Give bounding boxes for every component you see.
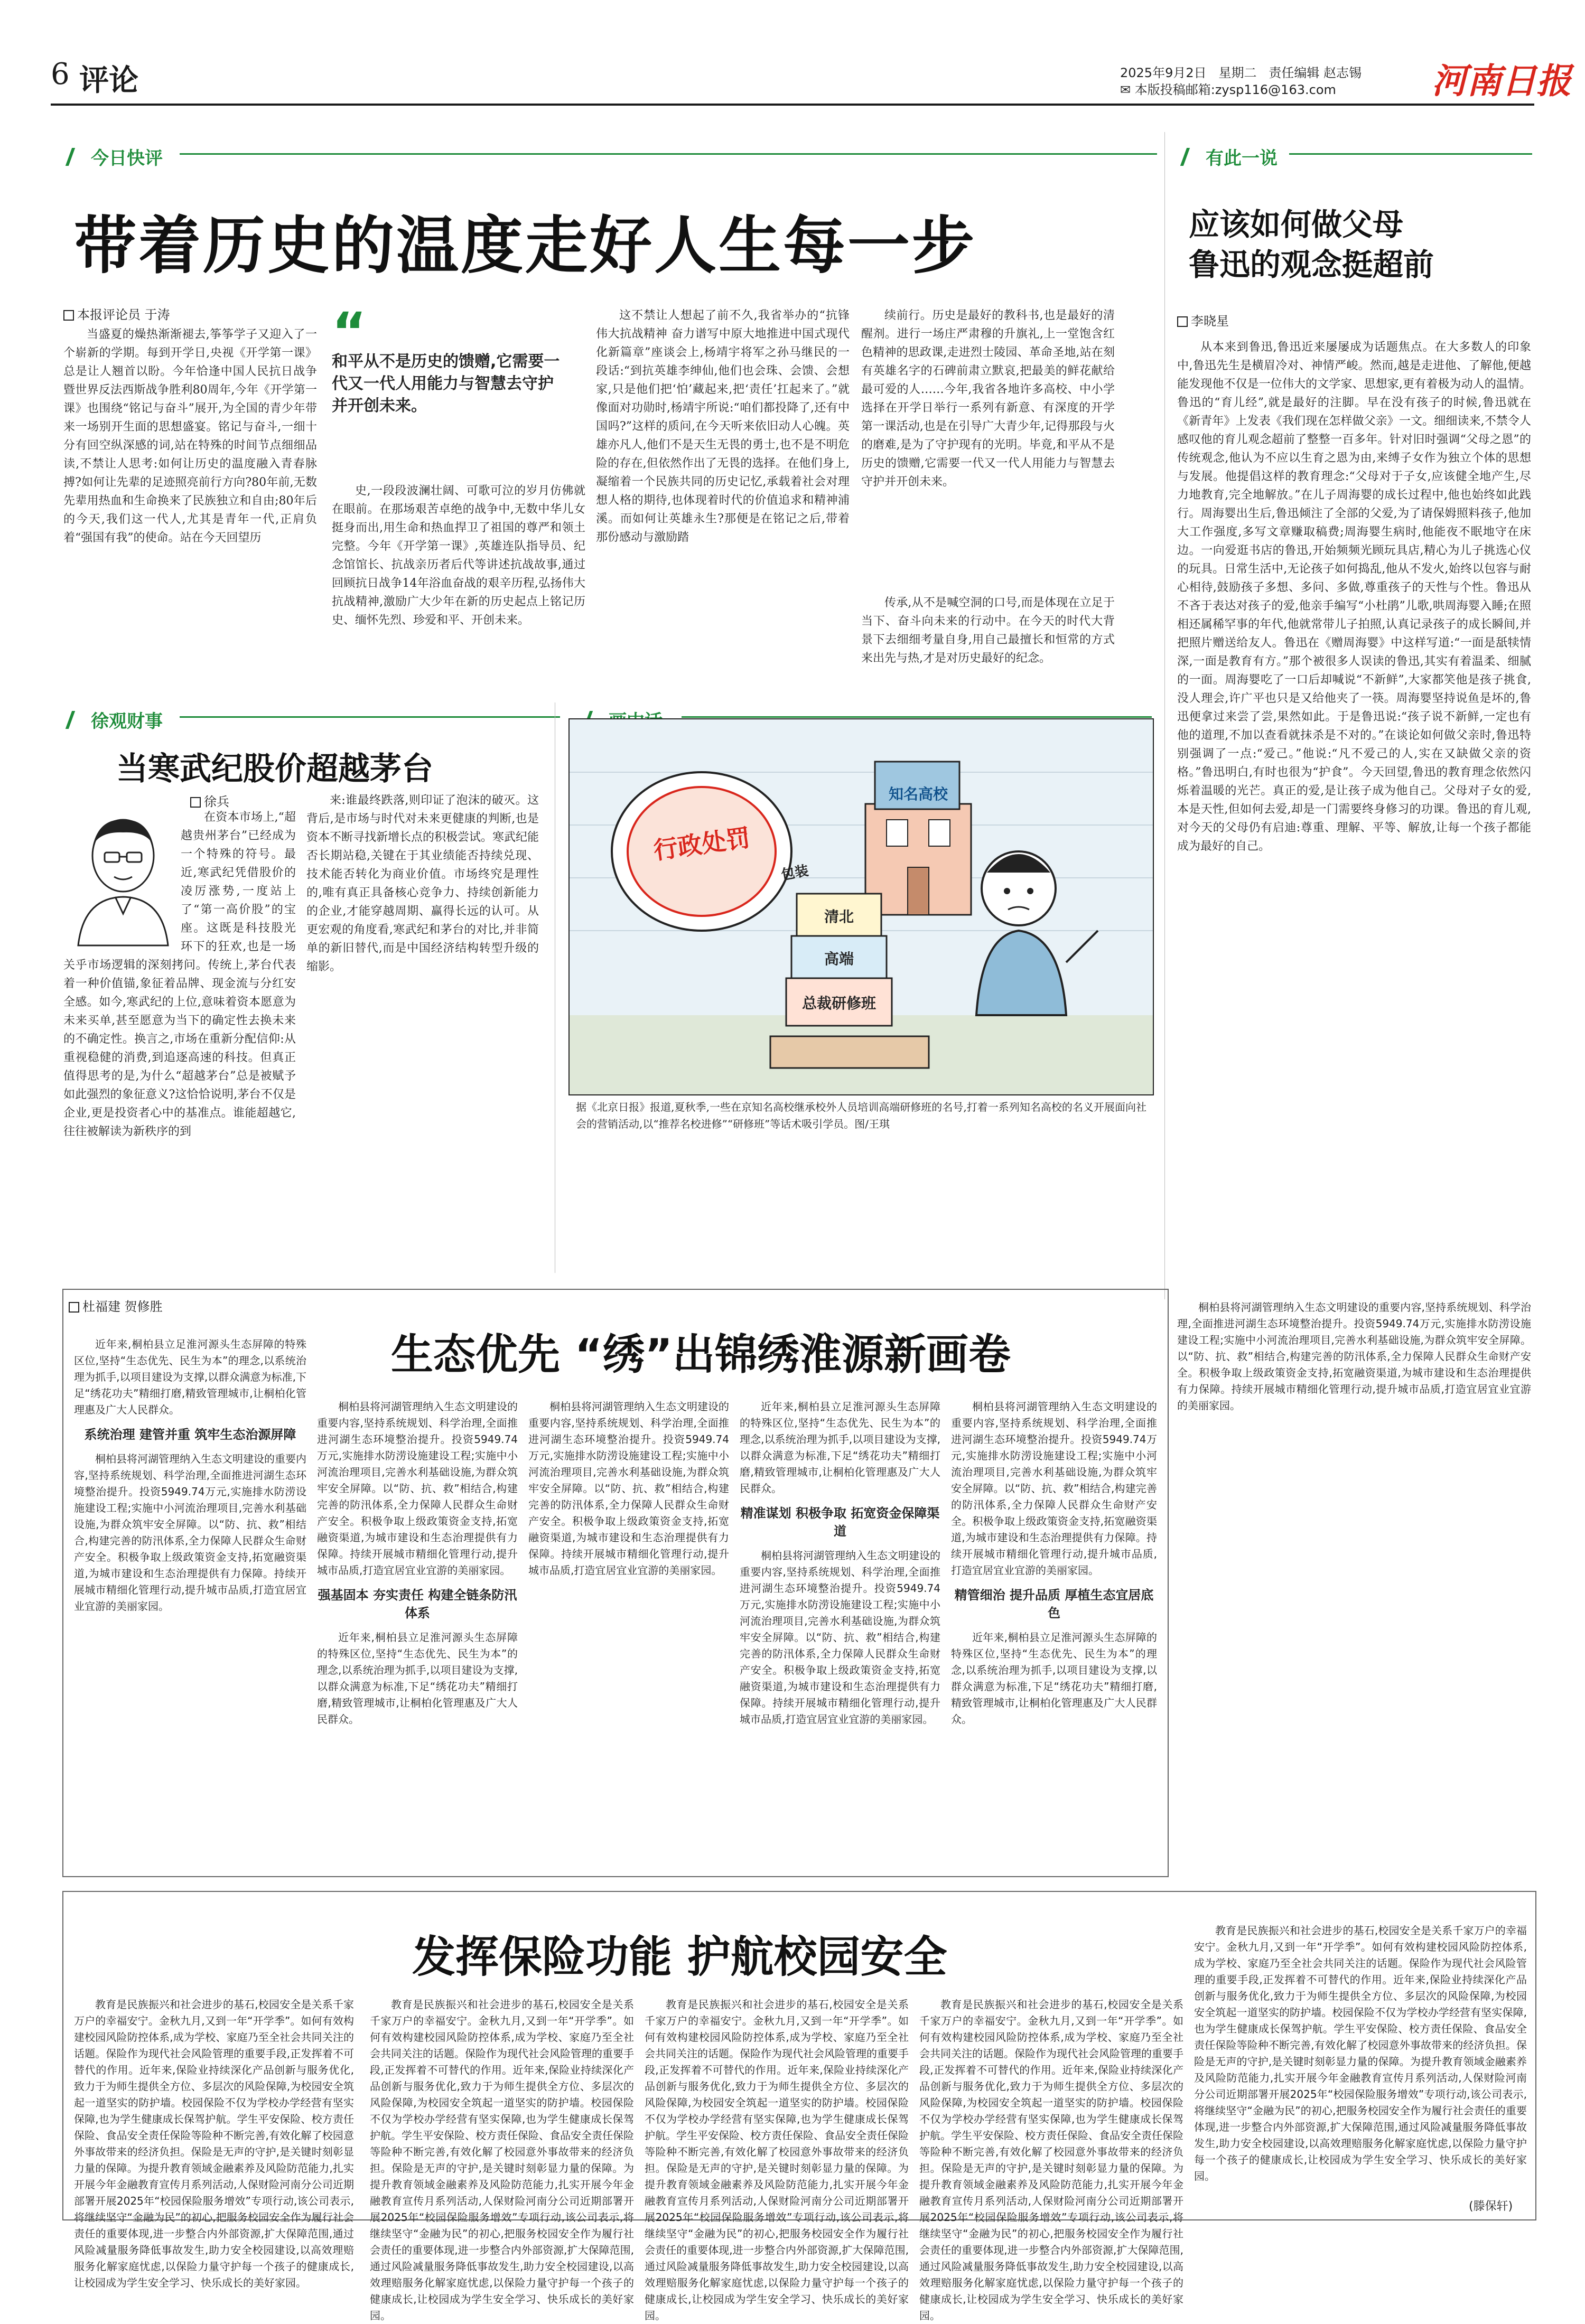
school-col-3: 教育是民族振兴和社会进步的基石,校园安全是关系千家万户的幸福安宁。金秋九月,又到一年“开学季”。如何有效构建校园风险防控体系,成为学校、家庭乃至全社会共同关注的话题。保险作为现代社会风险管理的重要手段,正发挥着不可替代的作用。近年来,保险业持续深化产品创新与服务优化,致力于为师生提供全方位、多层次的风险保障,为校园安全筑起一道坚实的防护墙。校园保险不仅为学校办学经营有坚实保障,也为学生健康成长保驾护航。学生平安保险、校方责任保险、食品安全责任保险等险种不断完善,有效化解了校园意外事故带来的经济负担。保险是无声的守护,是关键时刻彰显力量的保障。为提升教育领域金融素养及风险防范能力,扎实开展今年金融教育宣传月系列活动,人保财险河南分公司近期部署开展2025年“校园保险服务增效”专项行动,该公司表示,将继续坚守“金融为民”的初心,把服务校园安全作为履行社会责任的重要体现,进一步整合内外部资源,扩大保障范围,通过风险减量服务降低事故发生,助力安全校园建设,以高效理赔服务化解家庭忧虑,以保险力量守护每一个孩子的健康成长,让校园成为学生安全学习、快乐成长的美好家园。 (645, 1998, 909, 2322)
stock-tag-rule (180, 716, 560, 718)
cartoon-label-penalty: 行政处罚 (651, 823, 752, 865)
submission-email[interactable]: 本版投稿邮箱:zysp116@163.com (1134, 82, 1336, 97)
cartoon-label-highend: 高端 (824, 950, 854, 968)
stock-article-tag: 徐观财事 (69, 707, 163, 733)
side-tag-rule (1289, 153, 1532, 155)
responsible-editor: 责任编辑 赵志锡 (1269, 65, 1362, 80)
pull-quote (332, 301, 564, 446)
mail-icon: ✉ (1120, 82, 1131, 97)
main-article-byline: 本报评论员 于涛 (63, 304, 170, 323)
tag-slash-icon (66, 711, 89, 729)
quote-mark-icon: “ (332, 301, 367, 363)
column-divider (1164, 132, 1165, 1299)
tag-slash-icon (66, 148, 89, 166)
cartoon-label-qingbei: 清北 (824, 908, 854, 925)
ecology-col-4: 近年来,桐柏县立足淮河源头生态屏障的特殊区位,坚持“生态优先、民生为本”的理念,以系统治理为抓手,以项目建设为支撑,以群众满意为标准,下足“绣花功夫”精细打磨,精致管理城市,让桐柏化管理惠及广大人民群众。 精准谋划 积极争取 拓宽资金保障渠道 桐柏县将河湖管理纳入生态文明建设的重要内容,坚持系统规划、科学治理,全面推进河湖生态环境整治提升。投资5949.74万元,实施排水防涝设施建设工程;实施中小河流治理项目,完善水利基础设施,为群众筑牢安全屏障。以“防、抗、救”相结合,构建完善的防汛体系,全力保障人民群众生命财产安全。积极争取上级政策资金支持,拓宽融资渠道,为城市建设和生态治理提供有力保障。持续开展城市精细化管理行动,提升城市品质,打造宜居宜业宜游的美丽家园。 (740, 1400, 940, 1726)
cartoon-caption: 据《北京日报》报道,夏秋季,一些在京知名高校继承校外人员培训高端研修班的名号,打着一系列知名高校的名义开展面向社会的营销活动,以“推荐名校进修”“研修班”等话术吸引学员。图/王琪 (576, 1101, 1146, 1130)
issue-date: 2025年9月2日 (1120, 65, 1207, 80)
main-col-4: 续前行。历史是最好的教科书,也是最好的清醒剂。进行一场庄严肃穆的升旗礼,上一堂饱含红色精神的思政课,走进烈士陵园、革命圣地,站在刻有英雄名字的石碑前肃立默哀,把最美的鲜花献给最可爱的人……今年,我省各地许多高校、中小学选择在开学日举行一系列有新意、有深度的开学第一课活动,也是在引导广大青少年,记得那段与火的磨难,是为了守护现有的光明。毕竟,和平从不是历史的馈赠,它需要一代又一代人用能力与智慧去守护并开创未来。 (861, 309, 1115, 489)
side-title-line-2: 鲁迅的观念挺超前 (1189, 247, 1434, 283)
cartoon-tag-rule (682, 716, 1152, 718)
main-col-1: 当盛夏的燥热渐渐褪去,筝筝学子又迎入了一个崭新的学期。每到开学日,央视《开学第一课》总是让人翘首以盼。今年恰逢中国人民抗日战争暨世界反法西斯战争胜利80周年,今年《开学第一课》也围绕“铭记与奋斗”展开,为全国的青少年带来一场别开生面的思想盛宴。铭记与奋斗,一细十分有回空纵深感的词,站在特殊的时间节点细细品读,不禁让人思考:如何让历史的温度融入青春脉搏?如何让先辈的足迹照亮前行方向?80年前,无数先辈用热血和生命换来了民族独立和自由;80年后的今天,我们这一代人,尤其是青年一代,正肩负着“强国有我”的使命。站在今天回望历 (63, 328, 317, 545)
tag-slash-icon (1180, 148, 1204, 166)
section-name: 评论 (79, 63, 138, 98)
byline-square-icon (1177, 316, 1188, 327)
cartoon-frame (568, 718, 1154, 1095)
cartoon-label-package: 包装 (780, 863, 810, 884)
school-title: 发挥保险功能 护航校园安全 (412, 1932, 947, 1982)
issue-weekday: 星期二 (1218, 65, 1257, 80)
header-date-line (1120, 62, 1362, 81)
header-email-line (1120, 79, 1336, 98)
ecology-col-1: 近年来,桐柏县立足淮河源头生态屏障的特殊区位,坚持“生态优先、民生为本”的理念,以系统治理为抓手,以项目建设为支撑,以群众满意为标准,下足“绣花功夫”精细打磨,精致管理城市,让桐柏化管理惠及广大人民群众。 系统治理 建管并重 筑牢生态治源屏障 桐柏县将河湖管理纳入生态文明建设的重要内容,坚持系统规划、科学治理,全面推进河湖生态环境整治提升。投资5949.74万元,实施排水防涝设施建设工程;实施中小河流治理项目,完善水利基础设施,为群众筑牢安全屏障。以“防、抗、救”相结合,构建完善的防汛体系,全力保障人民群众生命财产安全。积极争取上级政策资金支持,拓宽融资渠道,为城市建设和生态治理提供有力保障。持续开展城市精细化管理行动,提升城市品质,打造宜居宜业宜游的美丽家园。 (74, 1338, 306, 1613)
ecology-byline: 杜福建 贺修胜 (69, 1296, 163, 1315)
school-end-byline: (滕保轩) (1469, 2200, 1513, 2213)
ecology-title: 生态优先 “绣”出锦绣淮源新画卷 (391, 1330, 1011, 1379)
cartoon-label-ceo-class: 总裁研修班 (801, 995, 876, 1012)
ecology-col-3: 桐柏县将河湖管理纳入生态文明建设的重要内容,坚持系统规划、科学治理,全面推进河湖生态环境整治提升。投资5949.74万元,实施排水防涝设施建设工程;实施中小河流治理项目,完善水利基础设施,为群众筑牢安全屏障。以“防、抗、救”相结合,构建完善的防汛体系,全力保障人民群众生命财产安全。积极争取上级政策资金支持,拓宽融资渠道,为城市建设和生态治理提供有力保障。持续开展城市精细化管理行动,提升城市品质,打造宜居宜业宜游的美丽家园。 (528, 1400, 729, 1577)
stock-article-byline: 徐兵 (190, 791, 229, 810)
stock-article-title: 当寒武纪股价超越茅台 (116, 751, 433, 788)
main-col-3: 这不禁让人想起了前不久,我省举办的“抗锋伟大抗战精神 奋力谱写中原大地推进中国式现代化新篇章”座谈会上,杨靖宇将军之孙马继民的一段话:“到抗英雄李绅仙,他们也会珠、会馈、会想家,只是他们把‘怕’藏起来,把‘责任’扛起来了。”就像面对功勋时,杨靖宇所说:“咱们都投降了,还有中国吗?”这样的质问,在今天听来依旧动人心魄。英雄亦凡人,他们不是天生无畏的勇士,也不是不明危险的存在,但依然作出了无畏的选择。在他们身上,凝缩着一个民族共同的历史记忆,承载着社会对理想人格的期待,也体现着时代的价值追求和精神浦溪。而如何让英雄永生?那便是在铭记之后,带着那份感动与激励踏 (596, 309, 850, 544)
main-col-2: 史,一段段波澜壮阔、可歌可泣的岁月仿佛就在眼前。在那场艰苦卓绝的战争中,无数中华儿女挺身而出,用生命和热血捍卫了祖国的尊严和领土完整。今年《开学第一课》,英雄连队指导员、纪念馆馆长、抗战亲历者后代等讲述抗战故事,通过回顾抗日战争14年浴血奋战的艰辛历程,弘扬伟大抗战精神,激励广大少年在新的历史起点上铭记历史、缅怀先烈、珍爱和平、开创未来。 (332, 484, 585, 627)
ecology-col-6: 桐柏县将河湖管理纳入生态文明建设的重要内容,坚持系统规划、科学治理,全面推进河湖生态环境整治提升。投资5949.74万元,实施排水防涝设施建设工程;实施中小河流治理项目,完善水利基础设施,为群众筑牢安全屏障。以“防、抗、救”相结合,构建完善的防汛体系,全力保障人民群众生命财产安全。积极争取上级政策资金支持,拓宽融资渠道,为城市建设和生态治理提供有力保障。持续开展城市精细化管理行动,提升城市品质,打造宜居宜业宜游的美丽家园。 (1177, 1301, 1531, 1412)
school-col-1: 教育是民族振兴和社会进步的基石,校园安全是关系千家万户的幸福安宁。金秋九月,又到一年“开学季”。如何有效构建校园风险防控体系,成为学校、家庭乃至全社会共同关注的话题。保险作为现代社会风险管理的重要手段,正发挥着不可替代的作用。近年来,保险业持续深化产品创新与服务优化,致力于为师生提供全方位、多层次的风险保障,为校园安全筑起一道坚实的防护墙。校园保险不仅为学校办学经营有坚实保障,也为学生健康成长保驾护航。学生平安保险、校方责任保险、食品安全责任保险等险种不断完善,有效化解了校园意外事故带来的经济负担。保险是无声的守护,是关键时刻彰显力量的保障。为提升教育领域金融素养及风险防范能力,扎实开展今年金融教育宣传月系列活动,人保财险河南分公司近期部署开展2025年“校园保险服务增效”专项行动,该公司表示,将继续坚守“金融为民”的初心,把服务校园安全作为履行社会责任的重要体现,进一步整合内外部资源,扩大保障范围,通过风险减量服务降低事故发生,助力安全校园建设,以高效理赔服务化解家庭忧虑,以保险力量守护每一个孩子的健康成长,让校园成为学生安全学习、快乐成长的美好家园。 (74, 1998, 354, 2289)
ecology-subhead-2: 强基固本 夯实责任 构建全链条防汛体系 (318, 1588, 517, 1620)
main-article-title: 带着历史的温度走好人生每一步 (74, 209, 977, 282)
ecology-subhead-1: 系统治理 建管并重 筑牢生态治源屏障 (84, 1427, 296, 1442)
main-col-5: 传承,从不是喊空洞的口号,而是体现在立足于当下、奋斗向未来的行动中。在今天的时代大背景下去细细考量自身,用自己最擅长和恒常的方式来出先与热,才是对历史最好的纪念。 (861, 596, 1115, 665)
side-article-body: 从本来到鲁迅,鲁迅近来屡屡成为话题焦点。在大多数人的印象中,鲁迅先生是横眉冷对、神情严峻。然而,越是走进他、了解他,便越能发现他不仅是一位伟大的文学家、思想家,更有着极为动人的温情。鲁迅的“育儿经”,就是最好的注脚。早在没有孩子的时候,鲁迅就在《新青年》上发表《我们现在怎样做父亲》一文。细细读来,不禁令人感叹他的育儿观念超前了整整一百多年。针对旧时强调“父母之恩”的传统观念,他认为不应以生育之恩为由,来缚子女作为独立个体的思想与发展。他提倡这样的教育理念:“父母对于子女,应该健全地产生,尽力地教育,完全地解放。”在儿子周海婴的成长过程中,他也始终如此践行。周海婴出生后,鲁迅倾注了全部的父爱,为了请保姆照料孩子,他加大工作强度,多写文章赚取稿费;周海婴生病时,他能夜不眠地守在床边。一向爱逛书店的鲁迅,开始频频光顾玩具店,精心为儿子挑选心仪的玩具。日常生活中,无论孩子如何捣乱,他从不发火,始终以包容与耐心相待,鼓励孩子多想、多问、多做,尊重孩子的天性与个性。鲁迅从不吝于表达对孩子的爱,他亲手编写“小杜鹃”儿歌,哄周海婴入睡;在照相还属稀罕事的年代,他就常带儿子拍照,认真记录孩子的成长瞬间,并把照片赠送给友人。鲁迅在《赠周海婴》中这样写道:“一面是舐犊情深,一面是教育有方。”那个被很多人误读的鲁迅,其实有着温柔、细腻的一面。周海婴吃了一口后却喊说“不新鲜”,大家都笑他是孩子挑食,没人理会,许广平也只是又给他夹了一筷。周海婴坚持说鱼是坏的,鲁迅便拿过来尝了尝,果然如此。于是鲁迅说:“孩子说不新鲜,一定也有他的道理,不加以查看就抹杀是不对的。”在谈论如何做父亲时,鲁迅特别强调了一点:“爱己。”他说:“凡不爱己的人,实在又缺做父亲的资格。”鲁迅明白,有时也很为“护食”。今天回望,鲁迅的教育理念依然闪烁着温暖的光芒。真正的爱,是让孩子成为他自己。父母对子女的爱,本是天性,但如何去爱,却是一门需要终身修习的功课。鲁迅的育儿观,对今天的父母仍有启迪:尊重、理解、平等、解放,让每一个孩子都能成为最好的自己。 (1177, 341, 1531, 853)
page-number: 6 (51, 57, 70, 91)
header-rule (51, 104, 1534, 106)
byline-square-icon (63, 310, 74, 321)
ecology-col-2: 桐柏县将河湖管理纳入生态文明建设的重要内容,坚持系统规划、科学治理,全面推进河湖生态环境整治提升。投资5949.74万元,实施排水防涝设施建设工程;实施中小河流治理项目,完善水利基础设施,为群众筑牢安全屏障。以“防、抗、救”相结合,构建完善的防汛体系,全力保障人民群众生命财产安全。积极争取上级政策资金支持,拓宽融资渠道,为城市建设和生态治理提供有力保障。持续开展城市精细化管理行动,提升城市品质,打造宜居宜业宜游的美丽家园。 强基固本 夯实责任 构建全链条防汛体系 近年来,桐柏县立足淮河源头生态屏障的特殊区位,坚持“生态优先、民生为本”的理念,以系统治理为抓手,以项目建设为支撑,以群众满意为标准,下足“绣花功夫”精细打磨,精致管理城市,让桐柏化管理惠及广大人民群众。 (317, 1400, 518, 1726)
side-article-byline: 李晓星 (1177, 311, 1229, 329)
main-article-tag: 今日快评 (69, 144, 163, 170)
ecology-col-5: 桐柏县将河湖管理纳入生态文明建设的重要内容,坚持系统规划、科学治理,全面推进河湖生态环境整治提升。投资5949.74万元,实施排水防涝设施建设工程;实施中小河流治理项目,完善水利基础设施,为群众筑牢安全屏障。以“防、抗、救”相结合,构建完善的防汛体系,全力保障人民群众生命财产安全。积极争取上级政策资金支持,拓宽融资渠道,为城市建设和生态治理提供有力保障。持续开展城市精细化管理行动,提升城市品质,打造宜居宜业宜游的美丽家园。 精管细治 提升品质 厚植生态宜居底色 近年来,桐柏县立足淮河源头生态屏障的特殊区位,坚持“生态优先、民生为本”的理念,以系统治理为抓手,以项目建设为支撑,以群众满意为标准,下足“绣花功夫”精细打磨,精致管理城市,让桐柏化管理惠及广大人民群众。 (951, 1400, 1157, 1726)
school-col-4: 教育是民族振兴和社会进步的基石,校园安全是关系千家万户的幸福安宁。金秋九月,又到一年“开学季”。如何有效构建校园风险防控体系,成为学校、家庭乃至全社会共同关注的话题。保险作为现代社会风险管理的重要手段,正发挥着不可替代的作用。近年来,保险业持续深化产品创新与服务优化,致力于为师生提供全方位、多层次的风险保障,为校园安全筑起一道坚实的防护墙。校园保险不仅为学校办学经营有坚实保障,也为学生健康成长保驾护航。学生平安保险、校方责任保险、食品安全责任保险等险种不断完善,有效化解了校园意外事故带来的经济负担。保险是无声的守护,是关键时刻彰显力量的保障。为提升教育领域金融素养及风险防范能力,扎实开展今年金融教育宣传月系列活动,人保财险河南分公司近期部署开展2025年“校园保险服务增效”专项行动,该公司表示,将继续坚守“金融为民”的初心,把服务校园安全作为履行社会责任的重要体现,进一步整合内外部资源,扩大保障范围,通过风险减量服务降低事故发生,助力安全校园建设,以高效理赔服务化解家庭忧虑,以保险力量守护每一个孩子的健康成长,让校园成为学生安全学习、快乐成长的美好家园。 (919, 1998, 1183, 2322)
main-tag-rule (180, 153, 1157, 155)
byline-square-icon (190, 797, 201, 808)
stock-col-2: 来:谁最终跌落,则印证了泡沫的破灭。这背后,是市场与时代对未来更健康的判断,也是资本不断寻找新增长点的积极尝试。寒武纪能否长期站稳,关键在于其业绩能否持续兑现、技术能否转化为商业价值。市场终究是理性的,唯有真正具备核心竞争力、持续创新能力的企业,才能穿越周期、赢得长远的认可。从更宏观的角度看,寒武纪和茅台的对比,并非简单的新旧替代,而是中国经济结构转型升级的缩影。 (306, 794, 539, 973)
side-article-tag: 有此一说 (1183, 144, 1278, 170)
side-title-line-1: 应该如何做父母 (1189, 207, 1404, 242)
pull-quote-text: 和平从不是历史的馈赠,它需要一代又一代人用能力与智慧去守护并开创未来。 (332, 352, 560, 415)
stock-col-1: 在资本市场上,“超越贵州茅台”已经成为一个特殊的符号。最近,寒武纪凭借股价的凌厉涨势,一度站上了“第一高价股”的宝座。这既是科技股光环下的狂欢,也是一场关乎市场逻辑的深刻拷问。传统上,茅台代表着一种价值锚,象征着品牌、现金流与分红安全感。如今,寒武纪的上位,意味着资本愿意为未来买单,甚至愿意为当下的确定性去换未来的不确定性。换言之,市场在重新分配信仰:从重视稳健的消费,到追逐高速的科技。但真正值得思考的是,为什么“超越茅台”总是被赋予如此强烈的象征意义?这恰恰说明,茅台不仅是企业,更是投资者心中的基准点。谁能超越它,往往被解读为新秩序的到 (63, 811, 296, 1138)
cartoon-label-school: 知名高校 (888, 785, 948, 803)
page-header (0, 0, 1585, 100)
ecology-subhead-3: 精准谋划 积极争取 拓宽资金保障渠道 (740, 1506, 940, 1539)
masthead-logo: 河南日报 (1432, 60, 1571, 101)
school-col-2: 教育是民族振兴和社会进步的基石,校园安全是关系千家万户的幸福安宁。金秋九月,又到一年“开学季”。如何有效构建校园风险防控体系,成为学校、家庭乃至全社会共同关注的话题。保险作为现代社会风险管理的重要手段,正发挥着不可替代的作用。近年来,保险业持续深化产品创新与服务优化,致力于为师生提供全方位、多层次的风险保障,为校园安全筑起一道坚实的防护墙。校园保险不仅为学校办学经营有坚实保障,也为学生健康成长保驾护航。学生平安保险、校方责任保险、食品安全责任保险等险种不断完善,有效化解了校园意外事故带来的经济负担。保险是无声的守护,是关键时刻彰显力量的保障。为提升教育领域金融素养及风险防范能力,扎实开展今年金融教育宣传月系列活动,人保财险河南分公司近期部署开展2025年“校园保险服务增效”专项行动,该公司表示,将继续坚守“金融为民”的初心,把服务校园安全作为履行社会责任的重要体现,进一步整合内外部资源,扩大保障范围,通过风险减量服务降低事故发生,助力安全校园建设,以高效理赔服务化解家庭忧虑,以保险力量守护每一个孩子的健康成长,让校园成为学生安全学习、快乐成长的美好家园。 (370, 1998, 634, 2322)
school-col-5: 教育是民族振兴和社会进步的基石,校园安全是关系千家万户的幸福安宁。金秋九月,又到一年“开学季”。如何有效构建校园风险防控体系,成为学校、家庭乃至全社会共同关注的话题。保险作为现代社会风险管理的重要手段,正发挥着不可替代的作用。近年来,保险业持续深化产品创新与服务优化,致力于为师生提供全方位、多层次的风险保障,为校园安全筑起一道坚实的防护墙。校园保险不仅为学校办学经营有坚实保障,也为学生健康成长保驾护航。学生平安保险、校方责任保险、食品安全责任保险等险种不断完善,有效化解了校园意外事故带来的经济负担。保险是无声的守护,是关键时刻彰显力量的保障。为提升教育领域金融素养及风险防范能力,扎实开展今年金融教育宣传月系列活动,人保财险河南分公司近期部署开展2025年“校园保险服务增效”专项行动,该公司表示,将继续坚守“金融为民”的初心,把服务校园安全作为履行社会责任的重要体现,进一步整合内外部资源,扩大保障范围,通过风险减量服务降低事故发生,助力安全校园建设,以高效理赔服务化解家庭忧虑,以保险力量守护每一个孩子的健康成长,让校园成为学生安全学习、快乐成长的美好家园。 (1194, 1924, 1527, 2182)
ecology-subhead-4: 精管细治 提升品质 厚植生态宜居底色 (954, 1588, 1154, 1620)
byline-square-icon (69, 1302, 79, 1313)
